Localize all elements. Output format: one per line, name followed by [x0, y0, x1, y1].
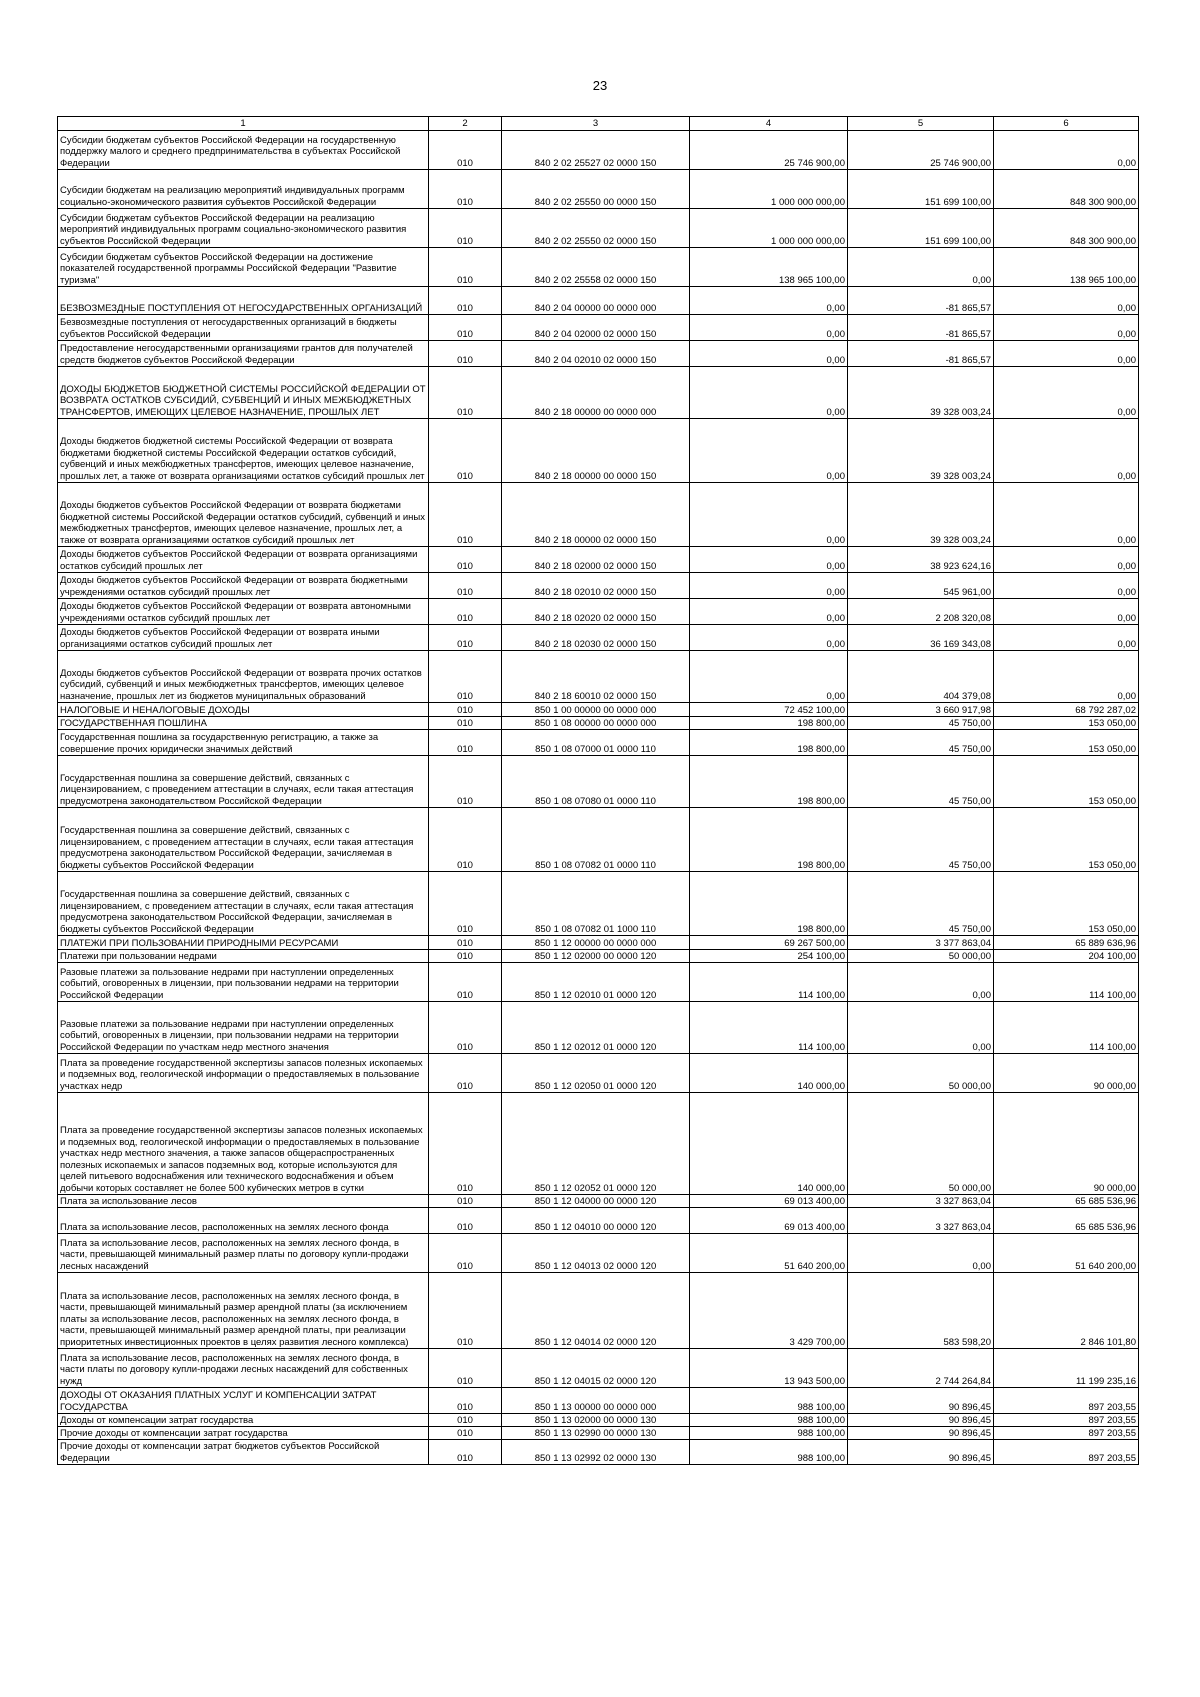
- row-value-5: 38 923 624,16: [848, 547, 994, 573]
- header-col-2: 2: [429, 117, 502, 131]
- row-value-4: 140 000,00: [690, 1054, 848, 1093]
- row-code: 010: [429, 367, 502, 419]
- table-row: [58, 341, 1139, 367]
- row-value-6: 2 846 101,80: [994, 1273, 1139, 1349]
- row-value-4: 0,00: [690, 341, 848, 367]
- row-kbk: 840 2 18 02000 02 0000 150: [502, 547, 690, 573]
- row-value-5: 90 896,45: [848, 1414, 994, 1427]
- row-value-4: 988 100,00: [690, 1414, 848, 1427]
- row-value-6: 897 203,55: [994, 1414, 1139, 1427]
- row-value-4: 114 100,00: [690, 963, 848, 1002]
- table-row: [58, 1002, 1139, 1054]
- row-value-4: 198 800,00: [690, 872, 848, 936]
- row-code: 010: [429, 730, 502, 756]
- row-code: 010: [429, 936, 502, 950]
- row-value-5: 90 896,45: [848, 1388, 994, 1414]
- row-value-5: 45 750,00: [848, 717, 994, 730]
- row-name: Субсидии бюджетам субъектов Российской Федерации на государственную поддержку малого и среднего предпринимательства в субъектах Российской Федерации: [58, 131, 429, 170]
- row-value-6: 0,00: [994, 341, 1139, 367]
- row-code: 010: [429, 547, 502, 573]
- row-name: БЕЗВОЗМЕЗДНЫЕ ПОСТУПЛЕНИЯ ОТ НЕГОСУДАРСТВЕННЫХ ОРГАНИЗАЦИЙ: [58, 287, 429, 315]
- table-row: [58, 248, 1139, 287]
- row-value-4: 198 800,00: [690, 717, 848, 730]
- row-value-6: 0,00: [994, 483, 1139, 547]
- table-row: [58, 872, 1139, 936]
- table-row: [58, 573, 1139, 599]
- row-code: 010: [429, 1427, 502, 1440]
- row-kbk: 840 2 02 25550 02 0000 150: [502, 209, 690, 248]
- table-row: [58, 651, 1139, 703]
- row-code: 010: [429, 963, 502, 1002]
- row-kbk: 840 2 18 00000 00 0000 150: [502, 419, 690, 483]
- row-value-5: 2 744 264,84: [848, 1349, 994, 1388]
- row-name: Прочие доходы от компенсации затрат государства: [58, 1427, 429, 1440]
- row-value-5: 45 750,00: [848, 808, 994, 872]
- row-kbk: 850 1 12 00000 00 0000 000: [502, 936, 690, 950]
- table-row: [58, 1349, 1139, 1388]
- row-kbk: 840 2 18 02030 02 0000 150: [502, 625, 690, 651]
- row-name: Доходы бюджетов субъектов Российской Федерации от возврата организациями остатков субсидий прошлых лет: [58, 547, 429, 573]
- row-code: 010: [429, 341, 502, 367]
- row-value-5: 39 328 003,24: [848, 483, 994, 547]
- row-code: 010: [429, 1349, 502, 1388]
- row-value-5: 39 328 003,24: [848, 419, 994, 483]
- row-value-6: 153 050,00: [994, 730, 1139, 756]
- row-value-6: 114 100,00: [994, 1002, 1139, 1054]
- table-row: [58, 599, 1139, 625]
- row-value-5: 50 000,00: [848, 1093, 994, 1195]
- table-header-row: [58, 117, 1139, 131]
- row-kbk: 840 2 18 02020 02 0000 150: [502, 599, 690, 625]
- row-kbk: 850 1 00 00000 00 0000 000: [502, 703, 690, 717]
- table-row: [58, 703, 1139, 717]
- row-name: НАЛОГОВЫЕ И НЕНАЛОГОВЫЕ ДОХОДЫ: [58, 703, 429, 717]
- row-name: Прочие доходы от компенсации затрат бюджетов субъектов Российской Федерации: [58, 1440, 429, 1465]
- row-kbk: 850 1 13 00000 00 0000 000: [502, 1388, 690, 1414]
- table-row: [58, 1234, 1139, 1273]
- row-value-5: 90 896,45: [848, 1427, 994, 1440]
- row-value-4: 988 100,00: [690, 1388, 848, 1414]
- row-kbk: 840 2 04 02010 02 0000 150: [502, 341, 690, 367]
- row-value-4: 0,00: [690, 315, 848, 341]
- row-value-4: 198 800,00: [690, 808, 848, 872]
- row-value-6: 848 300 900,00: [994, 209, 1139, 248]
- table-row: [58, 287, 1139, 315]
- row-value-4: 988 100,00: [690, 1440, 848, 1465]
- row-value-4: 0,00: [690, 483, 848, 547]
- table-row: [58, 625, 1139, 651]
- row-value-5: 25 746 900,00: [848, 131, 994, 170]
- row-value-6: 153 050,00: [994, 872, 1139, 936]
- row-name: Государственная пошлина за государственную регистрацию, а также за совершение прочих юридически значимых действий: [58, 730, 429, 756]
- table-row: [58, 1440, 1139, 1465]
- header-col-1: 1: [58, 117, 429, 131]
- row-kbk: 840 2 18 00000 02 0000 150: [502, 483, 690, 547]
- row-value-4: 69 013 400,00: [690, 1195, 848, 1208]
- table-row: [58, 1195, 1139, 1208]
- row-name: Плата за использование лесов: [58, 1195, 429, 1208]
- row-value-6: 51 640 200,00: [994, 1234, 1139, 1273]
- row-value-5: 45 750,00: [848, 872, 994, 936]
- row-kbk: 850 1 12 04015 02 0000 120: [502, 1349, 690, 1388]
- row-value-5: 0,00: [848, 963, 994, 1002]
- table-row: [58, 950, 1139, 963]
- table-body: [58, 131, 1139, 1465]
- row-code: 010: [429, 573, 502, 599]
- row-value-4: 0,00: [690, 419, 848, 483]
- row-name: Разовые платежи за пользование недрами при наступлении определенных событий, оговоренных в лицензии, при пользовании недрами на территории Российской Федерации по участкам недр местного значения: [58, 1002, 429, 1054]
- row-value-4: 254 100,00: [690, 950, 848, 963]
- row-kbk: 840 2 02 25558 02 0000 150: [502, 248, 690, 287]
- row-kbk: 840 2 18 00000 00 0000 000: [502, 367, 690, 419]
- row-value-5: 50 000,00: [848, 1054, 994, 1093]
- row-value-4: 198 800,00: [690, 730, 848, 756]
- table-row: [58, 756, 1139, 808]
- row-code: 010: [429, 1414, 502, 1427]
- row-name: Безвозмездные поступления от негосударственных организаций в бюджеты субъектов Российской Федерации: [58, 315, 429, 341]
- row-code: 010: [429, 1273, 502, 1349]
- row-value-5: 2 208 320,08: [848, 599, 994, 625]
- row-kbk: 850 1 13 02000 00 0000 130: [502, 1414, 690, 1427]
- row-value-6: 138 965 100,00: [994, 248, 1139, 287]
- row-value-5: 45 750,00: [848, 730, 994, 756]
- row-value-6: 65 685 536,96: [994, 1208, 1139, 1234]
- row-name: Плата за использование лесов, расположенных на землях лесного фонда, в части, превышающей минимальный размер платы по договору купли-продажи лесных насаждений: [58, 1234, 429, 1273]
- row-value-4: 114 100,00: [690, 1002, 848, 1054]
- row-value-5: 3 660 917,98: [848, 703, 994, 717]
- row-value-6: 0,00: [994, 315, 1139, 341]
- header-col-5: 5: [848, 117, 994, 131]
- row-value-5: 404 379,08: [848, 651, 994, 703]
- row-value-6: 153 050,00: [994, 756, 1139, 808]
- row-value-4: 0,00: [690, 625, 848, 651]
- row-value-5: -81 865,57: [848, 315, 994, 341]
- row-code: 010: [429, 131, 502, 170]
- row-name: Предоставление негосударственными организациями грантов для получателей средств бюджетов субъектов Российской Федерации: [58, 341, 429, 367]
- row-value-6: 0,00: [994, 625, 1139, 651]
- row-kbk: 850 1 12 04000 00 0000 120: [502, 1195, 690, 1208]
- row-value-6: 0,00: [994, 573, 1139, 599]
- row-kbk: 850 1 12 04014 02 0000 120: [502, 1273, 690, 1349]
- table-row: [58, 547, 1139, 573]
- row-code: 010: [429, 1002, 502, 1054]
- row-value-4: 25 746 900,00: [690, 131, 848, 170]
- row-name: Субсидии бюджетам на реализацию мероприятий индивидуальных программ социально-экономического развития субъектов Российской Федерации: [58, 170, 429, 209]
- row-code: 010: [429, 651, 502, 703]
- row-value-5: 50 000,00: [848, 950, 994, 963]
- row-value-4: 69 267 500,00: [690, 936, 848, 950]
- row-code: 010: [429, 419, 502, 483]
- table-row: [58, 209, 1139, 248]
- row-kbk: 850 1 12 04013 02 0000 120: [502, 1234, 690, 1273]
- row-code: 010: [429, 1208, 502, 1234]
- row-value-5: 151 699 100,00: [848, 170, 994, 209]
- table-row: [58, 315, 1139, 341]
- row-value-5: 3 327 863,04: [848, 1208, 994, 1234]
- row-code: 010: [429, 717, 502, 730]
- header-col-6: 6: [994, 117, 1139, 131]
- row-value-4: 72 452 100,00: [690, 703, 848, 717]
- row-value-4: 69 013 400,00: [690, 1208, 848, 1234]
- row-value-5: 151 699 100,00: [848, 209, 994, 248]
- row-name: ДОХОДЫ ОТ ОКАЗАНИЯ ПЛАТНЫХ УСЛУГ И КОМПЕНСАЦИИ ЗАТРАТ ГОСУДАРСТВА: [58, 1388, 429, 1414]
- row-value-5: 0,00: [848, 1002, 994, 1054]
- row-code: 010: [429, 1440, 502, 1465]
- table-row: [58, 936, 1139, 950]
- table-row: [58, 1273, 1139, 1349]
- table-row: [58, 1427, 1139, 1440]
- row-name: ГОСУДАРСТВЕННАЯ ПОШЛИНА: [58, 717, 429, 730]
- row-value-6: 68 792 287,02: [994, 703, 1139, 717]
- row-name: ПЛАТЕЖИ ПРИ ПОЛЬЗОВАНИИ ПРИРОДНЫМИ РЕСУРСАМИ: [58, 936, 429, 950]
- table-row: [58, 483, 1139, 547]
- row-value-4: 0,00: [690, 287, 848, 315]
- row-code: 010: [429, 287, 502, 315]
- row-code: 010: [429, 808, 502, 872]
- row-kbk: 840 2 18 02010 02 0000 150: [502, 573, 690, 599]
- row-value-5: 0,00: [848, 1234, 994, 1273]
- table-row: [58, 963, 1139, 1002]
- table-row: [58, 717, 1139, 730]
- row-value-4: 13 943 500,00: [690, 1349, 848, 1388]
- row-value-5: 90 896,45: [848, 1440, 994, 1465]
- row-value-5: 36 169 343,08: [848, 625, 994, 651]
- table-row: [58, 808, 1139, 872]
- row-value-4: 138 965 100,00: [690, 248, 848, 287]
- row-name: Государственная пошлина за совершение действий, связанных с лицензированием, с проведением аттестации в случаях, если такая аттестация предусмотрена законодательством Российской Федерации, зачисляемая в бюджеты субъектов Российской Федерации: [58, 872, 429, 936]
- row-code: 010: [429, 1388, 502, 1414]
- row-kbk: 850 1 08 07080 01 0000 110: [502, 756, 690, 808]
- row-value-6: 848 300 900,00: [994, 170, 1139, 209]
- row-code: 010: [429, 756, 502, 808]
- row-value-4: 0,00: [690, 651, 848, 703]
- row-kbk: 850 1 12 04010 00 0000 120: [502, 1208, 690, 1234]
- row-value-5: 39 328 003,24: [848, 367, 994, 419]
- row-value-4: 3 429 700,00: [690, 1273, 848, 1349]
- row-value-4: 1 000 000 000,00: [690, 209, 848, 248]
- table-row: [58, 1414, 1139, 1427]
- row-value-6: 0,00: [994, 367, 1139, 419]
- row-name: Субсидии бюджетам субъектов Российской Федерации на реализацию мероприятий индивидуальных программ социально-экономического развития субъектов Российской Федерации: [58, 209, 429, 248]
- row-name: Доходы бюджетов субъектов Российской Федерации от возврата прочих остатков субсидий, субвенций и иных межбюджетных трансфертов, имеющих целевое назначение, прошлых лет из бюджетов муниципальных образований: [58, 651, 429, 703]
- row-value-6: 0,00: [994, 547, 1139, 573]
- row-kbk: 850 1 12 02050 01 0000 120: [502, 1054, 690, 1093]
- row-code: 010: [429, 315, 502, 341]
- table-row: [58, 170, 1139, 209]
- row-code: 010: [429, 950, 502, 963]
- row-code: 010: [429, 248, 502, 287]
- header-col-4: 4: [690, 117, 848, 131]
- row-code: 010: [429, 209, 502, 248]
- row-name: Плата за использование лесов, расположенных на землях лесного фонда, в части, превышающей минимальный размер арендной платы (за исключением платы за использование лесов, расположенных на землях лесного фонда, в части, превышающей минимальный размер арендной платы, при реализации приоритетных инвестиционных проектов в целях развития лесного комплекса): [58, 1273, 429, 1349]
- row-value-6: 11 199 235,16: [994, 1349, 1139, 1388]
- table-row: [58, 419, 1139, 483]
- row-name: Субсидии бюджетам субъектов Российской Федерации на достижение показателей государственной программы Российской Федерации "Развитие туризма": [58, 248, 429, 287]
- row-kbk: 840 2 02 25527 02 0000 150: [502, 131, 690, 170]
- row-value-6: 897 203,55: [994, 1427, 1139, 1440]
- row-value-4: 0,00: [690, 599, 848, 625]
- row-kbk: 840 2 04 00000 00 0000 000: [502, 287, 690, 315]
- row-value-6: 90 000,00: [994, 1093, 1139, 1195]
- row-value-5: -81 865,57: [848, 287, 994, 315]
- table-row: [58, 1388, 1139, 1414]
- row-value-6: 897 203,55: [994, 1388, 1139, 1414]
- row-name: Доходы бюджетов бюджетной системы Российской Федерации от возврата бюджетами бюджетной системы Российской Федерации остатков субсидий, субвенций и иных межбюджетных трансфертов, имеющих целевое назначение, прошлых лет, а также от возврата организациями остатков субсидий прошлых лет: [58, 419, 429, 483]
- row-code: 010: [429, 1195, 502, 1208]
- row-name: Платежи при пользовании недрами: [58, 950, 429, 963]
- row-name: Доходы бюджетов субъектов Российской Федерации от возврата автономными учреждениями остатков субсидий прошлых лет: [58, 599, 429, 625]
- row-name: Доходы от компенсации затрат государства: [58, 1414, 429, 1427]
- row-value-4: 140 000,00: [690, 1093, 848, 1195]
- row-value-5: 545 961,00: [848, 573, 994, 599]
- row-value-6: 0,00: [994, 287, 1139, 315]
- row-value-5: -81 865,57: [848, 341, 994, 367]
- row-name: Доходы бюджетов субъектов Российской Федерации от возврата бюджетами бюджетной системы Российской Федерации остатков субсидий, субвенций и иных межбюджетных трансфертов, имеющих целевое назначение, прошлых лет, а также от возврата организациями остатков субсидий прошлых лет: [58, 483, 429, 547]
- row-kbk: 850 1 08 07082 01 1000 110: [502, 872, 690, 936]
- row-kbk: 850 1 12 02052 01 0000 120: [502, 1093, 690, 1195]
- row-value-6: 0,00: [994, 131, 1139, 170]
- row-value-5: 3 377 863,04: [848, 936, 994, 950]
- revenue-table: [57, 116, 1139, 1465]
- row-code: 010: [429, 703, 502, 717]
- row-value-5: 583 598,20: [848, 1273, 994, 1349]
- table-row: [58, 1093, 1139, 1195]
- row-kbk: 850 1 12 02012 01 0000 120: [502, 1002, 690, 1054]
- row-code: 010: [429, 483, 502, 547]
- row-name: Государственная пошлина за совершение действий, связанных с лицензированием, с проведением аттестации в случаях, если такая аттестация предусмотрена законодательством Российской Федерации, зачисляемая в бюджеты субъектов Российской Федерации: [58, 808, 429, 872]
- row-code: 010: [429, 1054, 502, 1093]
- row-name: Плата за проведение государственной экспертизы запасов полезных ископаемых и подземных вод, геологической информации о предоставляемых в пользование участках недр: [58, 1054, 429, 1093]
- row-code: 010: [429, 599, 502, 625]
- table-row: [58, 1054, 1139, 1093]
- row-code: 010: [429, 625, 502, 651]
- table-row: [58, 367, 1139, 419]
- row-name: Доходы бюджетов субъектов Российской Федерации от возврата бюджетными учреждениями остатков субсидий прошлых лет: [58, 573, 429, 599]
- row-code: 010: [429, 1234, 502, 1273]
- header-col-3: 3: [502, 117, 690, 131]
- row-name: Доходы бюджетов субъектов Российской Федерации от возврата иными организациями остатков субсидий прошлых лет: [58, 625, 429, 651]
- row-name: Плата за использование лесов, расположенных на землях лесного фонда, в части платы по договору купли-продажи лесных насаждений для собственных нужд: [58, 1349, 429, 1388]
- table-row: [58, 730, 1139, 756]
- row-value-4: 988 100,00: [690, 1427, 848, 1440]
- row-name: Плата за использование лесов, расположенных на землях лесного фонда: [58, 1208, 429, 1234]
- row-value-6: 204 100,00: [994, 950, 1139, 963]
- row-value-6: 0,00: [994, 651, 1139, 703]
- row-value-5: 0,00: [848, 248, 994, 287]
- row-code: 010: [429, 170, 502, 209]
- row-value-4: 51 640 200,00: [690, 1234, 848, 1273]
- row-name: Государственная пошлина за совершение действий, связанных с лицензированием, с проведением аттестации в случаях, если такая аттестация предусмотрена законодательством Российской Федерации: [58, 756, 429, 808]
- row-value-4: 0,00: [690, 547, 848, 573]
- row-kbk: 850 1 08 07000 01 0000 110: [502, 730, 690, 756]
- row-value-4: 0,00: [690, 367, 848, 419]
- row-kbk: 840 2 04 02000 02 0000 150: [502, 315, 690, 341]
- row-kbk: 850 1 12 02000 00 0000 120: [502, 950, 690, 963]
- row-value-6: 90 000,00: [994, 1054, 1139, 1093]
- row-value-6: 0,00: [994, 599, 1139, 625]
- row-value-5: 45 750,00: [848, 756, 994, 808]
- row-value-4: 0,00: [690, 573, 848, 599]
- row-kbk: 850 1 08 07082 01 0000 110: [502, 808, 690, 872]
- row-name: ДОХОДЫ БЮДЖЕТОВ БЮДЖЕТНОЙ СИСТЕМЫ РОССИЙСКОЙ ФЕДЕРАЦИИ ОТ ВОЗВРАТА ОСТАТКОВ СУБСИДИЙ, СУБВЕНЦИЙ И ИНЫХ МЕЖБЮДЖЕТНЫХ ТРАНСФЕРТОВ, ИМЕЮЩИХ ЦЕЛЕВОЕ НАЗНАЧЕНИЕ, ПРОШЛЫХ ЛЕТ: [58, 367, 429, 419]
- row-name: Плата за проведение государственной экспертизы запасов полезных ископаемых и подземных вод, геологической информации о предоставляемых в пользование участках недр местного значения, а также запасов общераспространенных полезных ископаемых и запасов подземных вод, которые используются для целей питьевого водоснабжения или технического водоснабжения и объем добычи которых составляет не более 500 кубических метров в сутки: [58, 1093, 429, 1195]
- row-kbk: 850 1 12 02010 01 0000 120: [502, 963, 690, 1002]
- row-value-6: 65 889 636,96: [994, 936, 1139, 950]
- row-value-4: 198 800,00: [690, 756, 848, 808]
- page-number: 23: [592, 78, 608, 93]
- row-value-6: 65 685 536,96: [994, 1195, 1139, 1208]
- row-kbk: 840 2 02 25550 00 0000 150: [502, 170, 690, 209]
- row-value-6: 153 050,00: [994, 808, 1139, 872]
- row-value-6: 897 203,55: [994, 1440, 1139, 1465]
- table-row: [58, 131, 1139, 170]
- row-kbk: 850 1 08 00000 00 0000 000: [502, 717, 690, 730]
- row-kbk: 840 2 18 60010 02 0000 150: [502, 651, 690, 703]
- row-value-6: 0,00: [994, 419, 1139, 483]
- row-code: 010: [429, 1093, 502, 1195]
- row-value-6: 114 100,00: [994, 963, 1139, 1002]
- row-kbk: 850 1 13 02990 00 0000 130: [502, 1427, 690, 1440]
- row-name: Разовые платежи за пользование недрами при наступлении определенных событий, оговоренных в лицензии, при пользовании недрами на территории Российской Федерации: [58, 963, 429, 1002]
- row-kbk: 850 1 13 02992 02 0000 130: [502, 1440, 690, 1465]
- table-row: [58, 1208, 1139, 1234]
- row-value-4: 1 000 000 000,00: [690, 170, 848, 209]
- row-value-5: 3 327 863,04: [848, 1195, 994, 1208]
- row-code: 010: [429, 872, 502, 936]
- row-value-6: 153 050,00: [994, 717, 1139, 730]
